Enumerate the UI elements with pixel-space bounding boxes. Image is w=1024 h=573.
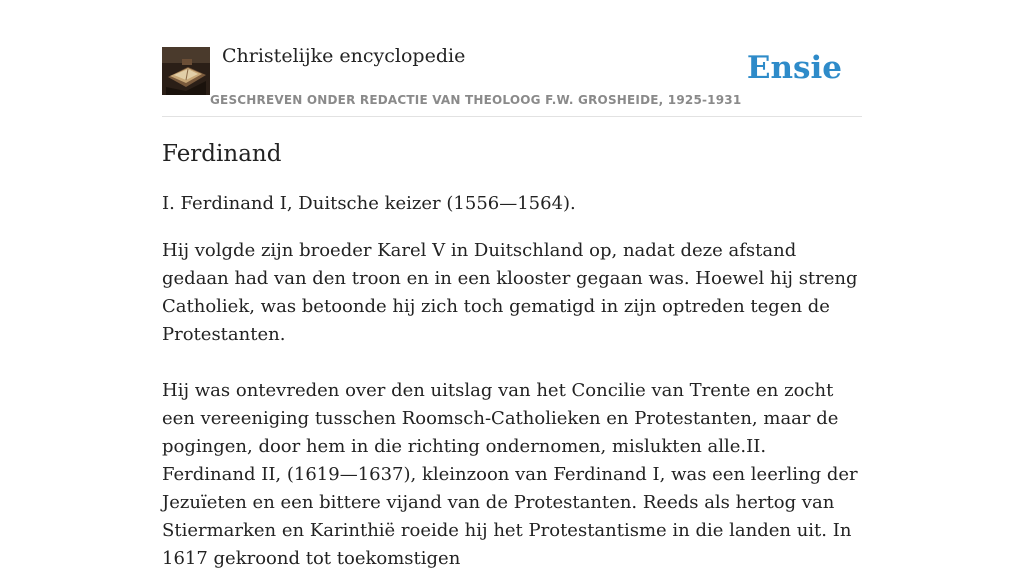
site-subtitle: GESCHREVEN ONDER REDACTIE VAN THEOLOOG F.W. GROSHEIDE, 1925-1931 [210,93,742,107]
site-header [162,0,862,117]
article-lead: I. Ferdinand I, Duitsche keizer (1556—1564). [162,193,576,214]
article-title: Ferdinand [162,141,282,167]
article-paragraph: Hij was ontevreden over den uitslag van het Concilie van Trente en zocht een vereeniging tusschen Roomsch-Catholieken en Protestanten, maar de pogingen, door hem in die richting ondernomen, mislukten alle.II. Ferdinand II, (1619—1637), kleinzoon van Ferdinand I, was een leerling der Jezuïeten en een bittere vijand van de Protestanten. Reeds als hertog van Stiermarken en Karinthië roeide hij het Protestantisme in die landen uit. In 1617 gekroond tot toekomstigen [162,380,858,569]
article [162,138,862,573]
article-paragraph: Hij volgde zijn broeder Karel V in Duitschland op, nadat deze afstand gedaan had van den troon en in een klooster gegaan was. Hoewel hij streng Catholiek, was betoonde hij zich toch gematigd in zijn optreden tegen de Protestanten. [162,240,858,345]
book-photo-icon [162,47,210,95]
site-name[interactable]: Christelijke encyclopedie [222,45,466,67]
brand-logo[interactable]: Ensie [746,50,842,86]
avatar[interactable] [162,47,210,95]
